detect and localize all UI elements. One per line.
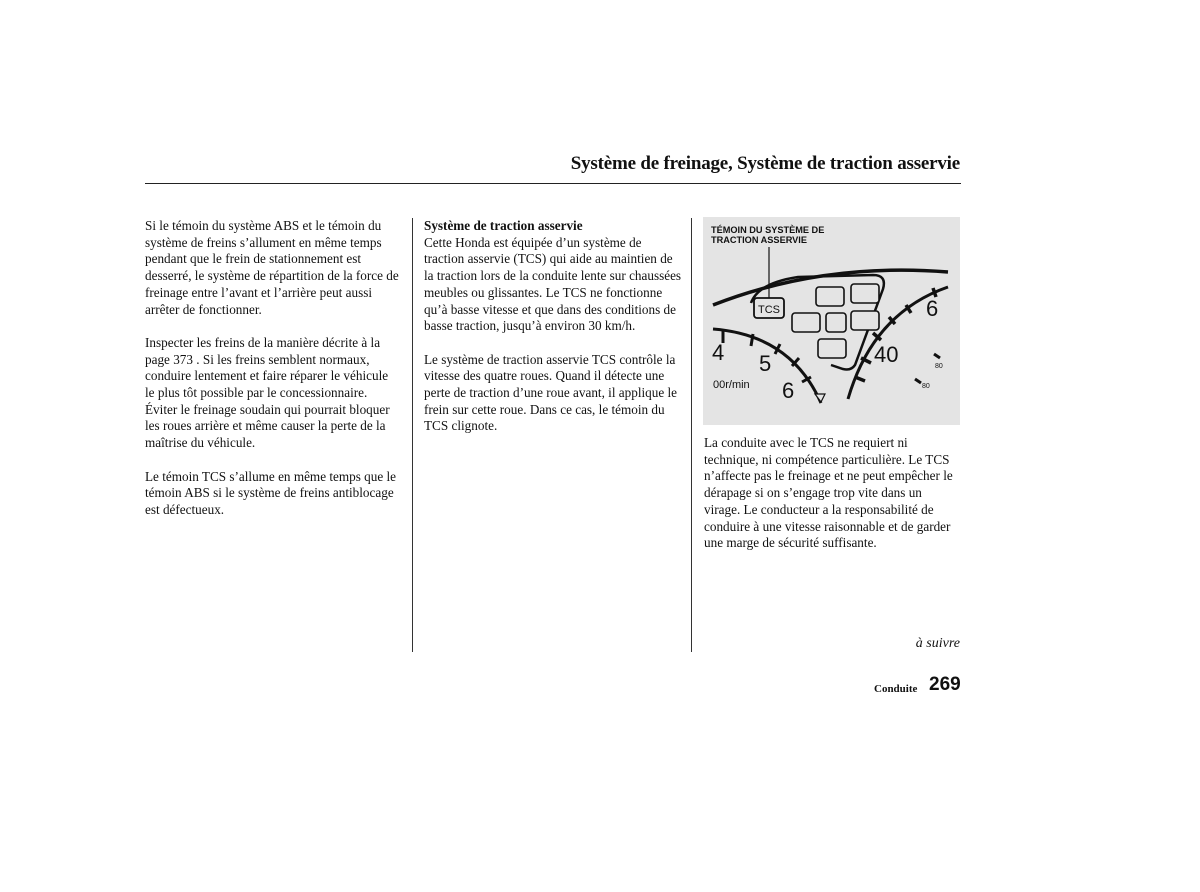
title-rule [145,183,961,184]
paragraph: Si le témoin du système ABS et le témoin du système de freins s’allument en même temps pendant que le frein de stationnement est desserré, le système de répartition de la force de freinage entre l’avant et l’arrière peut aussi arrêter de fonctionner. [145,218,399,317]
column-right [704,435,960,552]
paragraph: Le témoin TCS s’allume en même temps que le témoin ABS si le système de freins antiblocage est défectueux. [145,468,396,517]
tach-pointer [815,394,825,402]
column-middle [424,218,682,435]
continued-note: à suivre [915,636,960,651]
speedo-number: 6 [926,296,939,321]
tach-number: 6 [782,378,795,403]
minor-label: 80 [935,363,943,370]
tach-number: 4 [712,340,725,365]
tach-unit: 00r/min [713,379,750,391]
column-left [145,218,400,519]
instrument-cluster-illustration [703,217,960,425]
paragraph: La conduite avec le TCS ne requiert ni technique, ni compétence particulière. Le TCS n’affecte pas le freinage et ne peut empêcher le dérapage si on s’engage trop vite dans un virage. Le conducteur a la responsabilité de conduire à une vitesse raisonnable et de garder une marge de sécurité suffisante. [704,435,953,551]
footer-section-name: Conduite [874,683,918,695]
paragraph: Cette Honda est équipée d’un système de traction asservie (TCS) qui aide au maintien de la traction lors de la conduite lente sur chaussées meubles ou glissantes. Le TCS ne fonctionne qu’à basse vitesse et que dans des conditions de basse traction, jusqu’à environ 30 km/h. [424,234,682,334]
indicator-lamps [792,284,879,358]
figure-caption [711,225,891,246]
paragraph: Inspecter les freins de la manière décrite à la page 373 . Si les freins semblent normaux, conduire lentement et faire réparer le véhicule le plus tôt possible par le concessionnaire. Éviter le freinage soudain qui pourrait bloquer les roues arrière et même causer la perte de la maîtrise du véhicule. [145,334,390,451]
column-divider [691,218,692,652]
speedo-number: 40 [874,342,899,367]
tcs-indicator-figure [703,217,960,425]
caption-line: TÉMOIN DU SYSTÈME DE [711,225,825,235]
page-number: 269 [929,674,961,695]
paragraph: Le système de traction asservie TCS contrôle la vitesse des quatre roues. Quand il détecte une perte de traction d’une roue avant, il applique le frein sur cette roue. Dans ce cas, le témoin du TCS clignote. [424,351,678,434]
section-heading: Système de traction asservie [424,218,583,233]
minor-mark [934,354,940,358]
page-title: Système de freinage, Système de traction asservie [570,153,960,174]
minor-label: 80 [922,383,930,390]
column-divider [412,218,413,652]
tach-number: 5 [759,351,772,376]
tcs-lamp-label: TCS [758,304,780,316]
caption-line: TRACTION ASSERVIE [711,235,807,246]
minor-mark [915,379,921,383]
